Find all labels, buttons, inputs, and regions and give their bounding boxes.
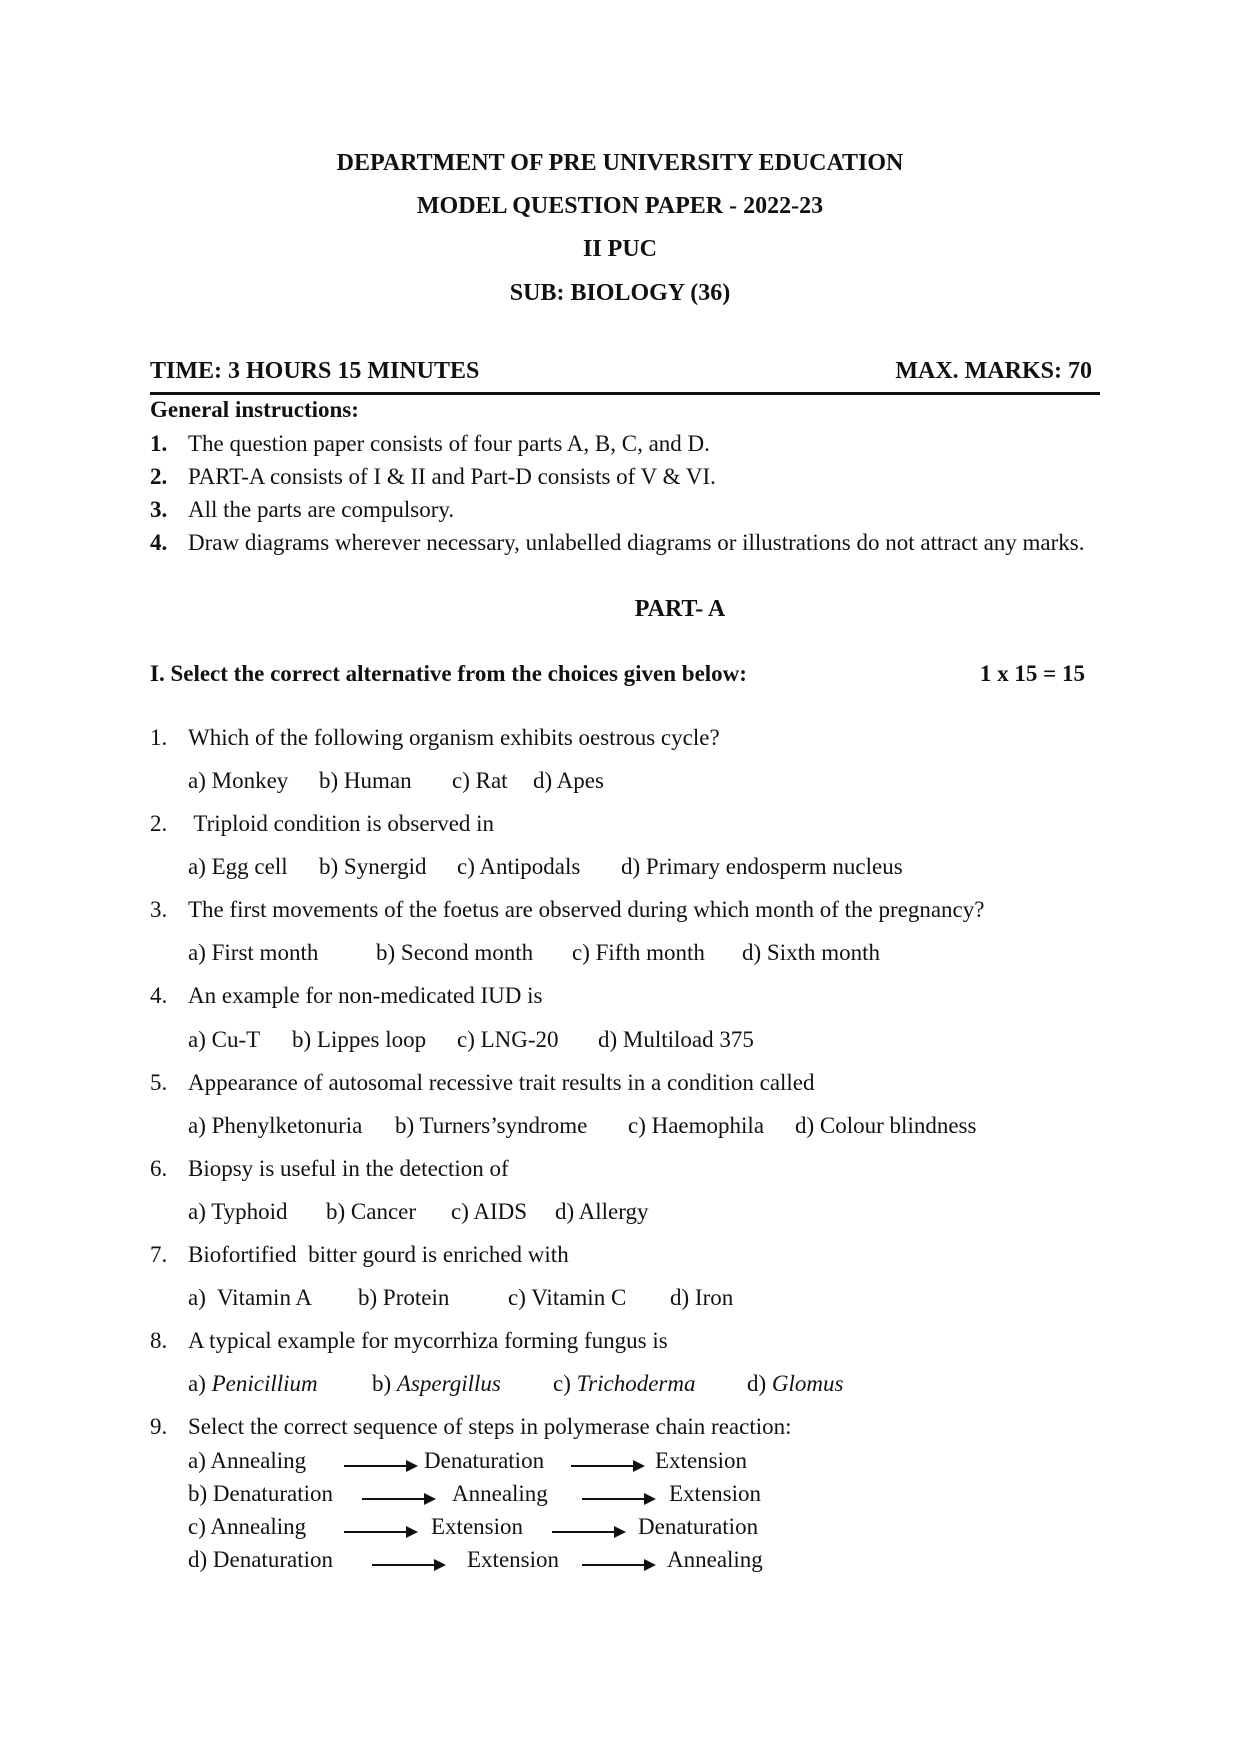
pcr-step: Extension <box>669 1481 761 1506</box>
genus-name: Trichoderma <box>576 1371 696 1396</box>
question-number: 8. <box>150 1328 168 1353</box>
pcr-step: Extension <box>655 1448 747 1473</box>
option-c: c) Haemophila <box>628 1113 765 1138</box>
arrow-icon <box>582 1559 656 1571</box>
instruction-number: 3. <box>150 497 168 522</box>
option-b: b) Second month <box>376 940 534 965</box>
option-b: b) Turners’syndrome <box>395 1113 588 1138</box>
question-text: Select the correct sequence of steps in polymerase chain reaction: <box>188 1414 792 1439</box>
question-text: Triploid condition is observed in <box>188 811 495 836</box>
pcr-step: Extension <box>431 1514 523 1539</box>
instruction-text: Draw diagrams wherever necessary, unlabelled diagrams or illustrations do not attract any marks. <box>188 530 1085 555</box>
arrow-icon <box>582 1493 656 1505</box>
pcr-step: Denaturation <box>638 1514 759 1539</box>
option-a: a) Cu-T <box>188 1027 261 1052</box>
question-number: 1. <box>150 725 168 750</box>
time-label: TIME: 3 HOURS 15 MINUTES <box>150 358 480 384</box>
question-text: Appearance of autosomal recessive trait results in a condition called <box>188 1070 815 1095</box>
option-label: c) <box>553 1371 577 1396</box>
option-c: c) Annealing <box>188 1514 307 1539</box>
option-b: b) Synergid <box>319 854 427 879</box>
option-b: b) Denaturation <box>188 1481 333 1506</box>
genus-name: Aspergillus <box>396 1371 501 1396</box>
option-b: b) Lippes loop <box>292 1027 427 1052</box>
option-a: a) Egg cell <box>188 854 288 879</box>
option-label: d) <box>747 1371 772 1396</box>
question-text: Biopsy is useful in the detection of <box>188 1156 509 1181</box>
section-marks: 1 x 15 = 15 <box>979 661 1085 686</box>
header-divider <box>150 392 1100 395</box>
option-d: d) Primary endosperm nucleus <box>621 854 903 879</box>
option-a <box>188 1371 318 1397</box>
question-number: 6. <box>150 1156 168 1181</box>
arrow-icon <box>362 1493 436 1505</box>
option-a: a) Annealing <box>188 1448 307 1473</box>
genus-name: Penicillium <box>211 1371 318 1396</box>
pcr-step: Denaturation <box>424 1448 545 1473</box>
option-c: c) LNG-20 <box>457 1027 559 1052</box>
option-d: d) Sixth month <box>742 940 881 965</box>
option-d: d) Colour blindness <box>795 1113 977 1138</box>
question-number: 9. <box>150 1414 168 1439</box>
option-b <box>372 1371 501 1397</box>
option-c: c) AIDS <box>451 1199 528 1224</box>
arrow-icon <box>372 1559 446 1571</box>
option-b: b) Human <box>319 768 412 793</box>
option-c <box>553 1371 695 1397</box>
question-number: 7. <box>150 1242 168 1267</box>
option-c: c) Fifth month <box>572 940 705 965</box>
option-a: a) Monkey <box>188 768 289 793</box>
arrow-icon <box>344 1460 418 1472</box>
instruction-text: All the parts are compulsory. <box>188 497 455 522</box>
option-d: d) Multiload 375 <box>598 1027 754 1052</box>
max-marks-label: MAX. MARKS: 70 <box>895 358 1092 384</box>
question-text: A typical example for mycorrhiza forming fungus is <box>188 1328 668 1353</box>
option-a: a) Phenylketonuria <box>188 1113 363 1138</box>
question-number: 3. <box>150 897 168 922</box>
pcr-step: Annealing <box>452 1481 548 1506</box>
option-c: c) Vitamin C <box>508 1285 627 1310</box>
option-c: c) Rat <box>452 768 508 793</box>
part-a-title: PART- A <box>634 596 726 622</box>
question-number: 5. <box>150 1070 168 1095</box>
question-number: 4. <box>150 983 168 1008</box>
question-text: Which of the following organism exhibits oestrous cycle? <box>188 725 720 750</box>
paper-title: MODEL QUESTION PAPER - 2022-23 <box>416 193 824 219</box>
pcr-step: Extension <box>467 1547 559 1572</box>
option-d: d) Allergy <box>555 1199 649 1224</box>
option-d <box>747 1371 843 1397</box>
department-title: DEPARTMENT OF PRE UNIVERSITY EDUCATION <box>336 150 904 176</box>
option-label: b) <box>372 1371 397 1396</box>
instruction-number: 2. <box>150 464 168 489</box>
option-d: d) Apes <box>533 768 604 793</box>
subject-title: SUB: BIOLOGY (36) <box>509 280 731 306</box>
option-b: b) Protein <box>358 1285 450 1310</box>
option-d: d) Denaturation <box>188 1547 333 1572</box>
instruction-item <box>150 427 1100 460</box>
option-a: a) Vitamin A <box>188 1285 313 1310</box>
section-heading: I. Select the correct alternative from the choices given below: <box>150 661 747 686</box>
instruction-number: 1. <box>150 431 168 456</box>
question-text: Biofortified bitter gourd is enriched with <box>188 1242 569 1267</box>
instructions-heading: General instructions: <box>150 397 359 422</box>
instruction-number: 4. <box>150 530 168 555</box>
arrow-icon <box>344 1526 418 1538</box>
instruction-item <box>150 460 1100 493</box>
option-b: b) Cancer <box>326 1199 417 1224</box>
option-label: a) <box>188 1371 212 1396</box>
option-c: c) Antipodals <box>457 854 581 879</box>
instruction-item <box>150 493 1100 526</box>
instruction-text: PART-A consists of I & II and Part-D consists of V & VI. <box>188 464 716 489</box>
option-a: a) First month <box>188 940 319 965</box>
instruction-item <box>150 526 1100 592</box>
option-a: a) Typhoid <box>188 1199 288 1224</box>
question-text: The first movements of the foetus are observed during which month of the pregnancy? <box>188 897 985 922</box>
option-d: d) Iron <box>670 1285 734 1310</box>
pcr-step: Annealing <box>667 1547 763 1572</box>
question-text: An example for non-medicated IUD is <box>188 983 543 1008</box>
arrow-icon <box>552 1526 626 1538</box>
instruction-text: The question paper consists of four parts A, B, C, and D. <box>188 431 710 456</box>
question-number: 2. <box>150 811 168 836</box>
arrow-icon <box>571 1460 645 1472</box>
genus-name: Glomus <box>771 1371 844 1396</box>
class-title: II PUC <box>582 236 657 262</box>
